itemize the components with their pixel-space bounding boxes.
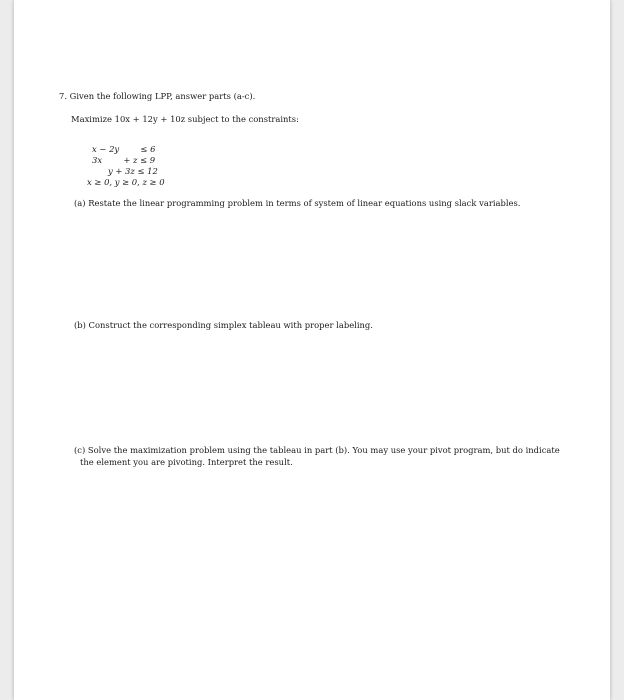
part-a: (a) Restate the linear programming problem in terms of system of linear equations using slack variables.: [74, 198, 521, 208]
document-page: [14, 0, 610, 700]
nonnegativity-constraint: x ≥ 0, y ≥ 0, z ≥ 0: [87, 177, 165, 187]
constraint-3: y + 3z ≤ 12: [92, 166, 158, 176]
part-c-line-2: the element you are pivoting. Interpret the result.: [80, 457, 293, 467]
question-title: 7. Given the following LPP, answer parts (a-c).: [59, 91, 256, 101]
constraint-1: x − 2y ≤ 6: [92, 144, 156, 154]
constraint-2: 3x + z ≤ 9: [92, 155, 156, 165]
objective-function: Maximize 10x + 12y + 10z subject to the constraints:: [71, 114, 299, 124]
part-c-line-1: (c) Solve the maximization problem using the tableau in part (b). You may use your pivot program, but do indicate: [74, 445, 560, 455]
part-b: (b) Construct the corresponding simplex tableau with proper labeling.: [74, 320, 373, 330]
